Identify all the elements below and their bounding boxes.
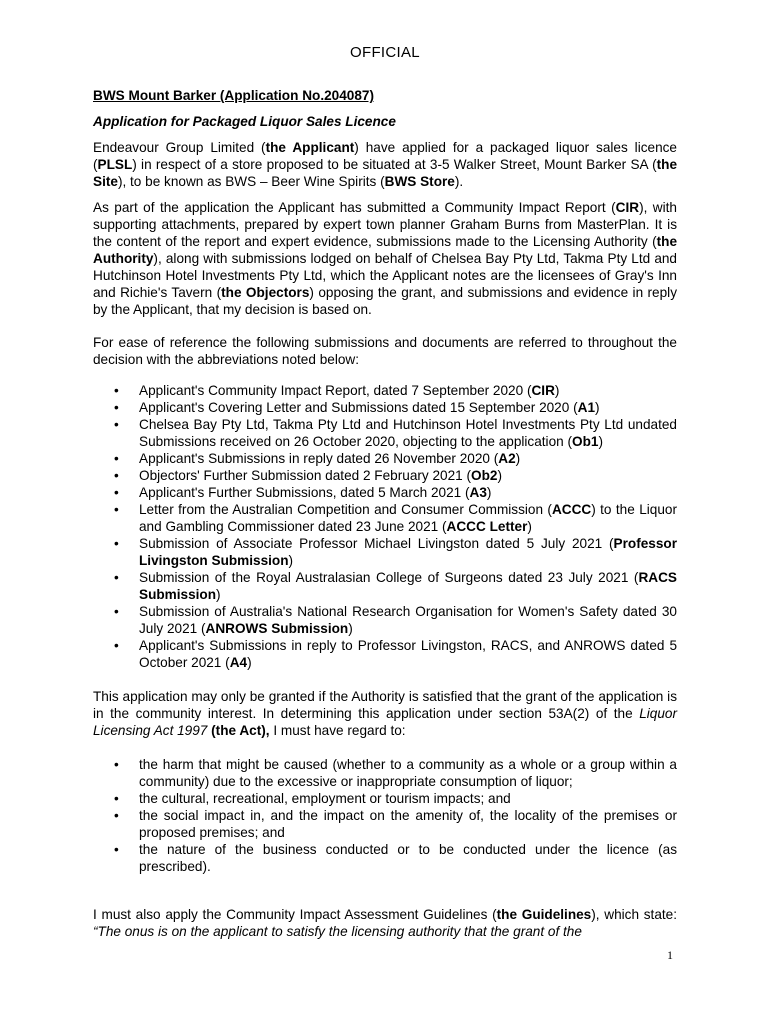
list-item: • the harm that might be caused (whether to a community as a whole or a group within a community) due to the excessive or inappropriate consumption of liquor; — [114, 757, 677, 789]
list-item: • Chelsea Bay Pty Ltd, Takma Pty Ltd and Hutchinson Hotel Investments Pty Ltd undated Submissions received on 26 October 2020, objecting to the application (Ob1) — [114, 417, 677, 449]
paragraph-guidelines: I must also apply the Community Impact Assessment Guidelines (the Guidelines), which state: “The onus is on the applicant to satisfy the licensing authority that the grant of the — [93, 907, 677, 939]
list-item: • Objectors' Further Submission dated 2 February 2021 (Ob2) — [114, 468, 502, 483]
list-item: • Applicant's Submissions in reply dated 26 November 2020 (A2) — [114, 451, 521, 466]
list-item: • Applicant's Further Submissions, dated 5 March 2021 (A3) — [114, 485, 492, 500]
regard-list — [93, 756, 677, 875]
paragraph-application-basis: As part of the application the Applicant has submitted a Community Impact Report (CIR), with supporting attachments, prepared by expert town planner Graham Burns from MasterPlan. It is the content of the report and expert evidence, submissions made to the Licensing Authority (the Authority), along with submissions lodged on behalf of Chelsea Bay Pty Ltd, Takma Pty Ltd and Hutchinson Hotel Investments Pty Ltd, which the Applicant notes are the licensees of Gray's Inn and Richie's Tavern (the Objectors) opposing the grant, and submissions and evidence in reply by the Applicant, that my decision is based on. — [93, 200, 677, 317]
classification-header: OFFICIAL — [350, 44, 420, 61]
list-item: • Applicant's Submissions in reply to Professor Livingston, RACS, and ANROWS dated 5 October 2021 (A4) — [114, 638, 677, 670]
list-item: • Applicant's Covering Letter and Submissions dated 15 September 2020 (A1) — [114, 400, 600, 415]
list-item: • the cultural, recreational, employment or tourism impacts; and — [114, 791, 511, 806]
paragraph-abbreviations-intro: For ease of reference the following submissions and documents are referred to throughout the decision with the abbreviations noted below: — [93, 335, 677, 367]
document-subtitle: Application for Packaged Liquor Sales Licence — [93, 114, 396, 129]
list-item: • Submission of Australia's National Research Organisation for Women's Safety dated 30 July 2021 (ANROWS Submission) — [114, 604, 677, 636]
paragraph-community-interest: This application may only be granted if the Authority is satisfied that the grant of the application is in the community interest. In determining this application under section 53A(2) of the Liquor Licensing Act 1997 (the Act), I must have regard to: — [93, 689, 677, 738]
documents-list — [93, 382, 677, 671]
list-item: • the nature of the business conducted or to be conducted under the licence (as prescribed). — [114, 842, 677, 874]
document-body — [93, 87, 677, 949]
paragraph-applicant: Endeavour Group Limited (the Applicant) have applied for a packaged liquor sales licence (PLSL) in respect of a store proposed to be situated at 3-5 Walker Street, Mount Barker SA (the Site), to be known as BWS – Beer Wine Spirits (BWS Store). — [93, 140, 677, 189]
list-item: • Submission of the Royal Australasian College of Surgeons dated 23 July 2021 (RACS Submission) — [114, 570, 677, 602]
list-item: • the social impact in, and the impact on the amenity of, the locality of the premises or proposed premises; and — [114, 808, 677, 840]
list-item: • Applicant's Community Impact Report, dated 7 September 2020 (CIR) — [114, 383, 560, 398]
document-title: BWS Mount Barker (Application No.204087) — [93, 88, 374, 103]
list-item: • Letter from the Australian Competition and Consumer Commission (ACCC) to the Liquor and Gambling Commissioner dated 23 June 2021 (ACCC Letter) — [114, 502, 677, 534]
list-item: • Submission of Associate Professor Michael Livingston dated 5 July 2021 (Professor Livingston Submission) — [114, 536, 677, 568]
page-number: 1 — [667, 948, 673, 962]
